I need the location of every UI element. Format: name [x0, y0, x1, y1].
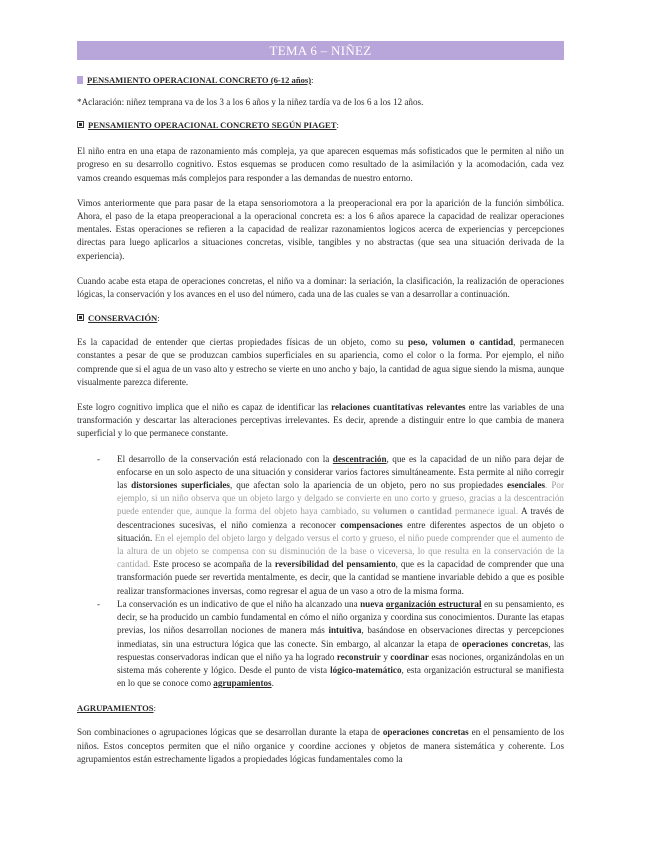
paragraph-dominar: Cuando acabe esta etapa de operaciones concretas, el niño va a dominar: la seriación, la clasificación, la realización de operaciones lógicas, la conservación y los avances en el uso del número, cada una de las cuales se van a desarrollar a continuación.: [77, 275, 564, 300]
list-dash: -: [97, 453, 101, 464]
paragraph-intro: El niño entra en una etapa de razonamiento más compleja, ya que aparecen esquemas más sofisticados que le permiten al niño un progreso en su desarrollo cognitivo. Estos esquemas se producen como resultado de la asimilación y la acomodación, cada vez vamos creando esquemas más complejos para responder a las demandas de nuestro entorno.: [77, 146, 564, 183]
list-dash: -: [97, 598, 101, 609]
page-title: TEMA 6 – NIÑEZ: [77, 41, 564, 60]
list-item-organizacion-estructural: - La conservación es un indicativo de que el niño ha alcanzado una nueva organización estructural en su pensamiento, es decir, se ha producido un cambio fundamental en cómo el niño organiza y coordina sus conocimientos. Durante las etapas previas, los niños desarrollan nociones de manera más intuitiva, basándose en observaciones directas y percepciones inmediatas, sin una estructura lógica que las conecte. Sin embargo, al alcanzar la etapa de operaciones concretas, las respuestas conservadoras indican que el niño ya ha logrado reconstruir y coordinar esas nociones, organizándolas en un sistema más coherente y lógico. Desde el punto de vista lógico-matemático, esta organización estructural se manifiesta en lo que se conoce como agrupamientos.: [97, 598, 565, 689]
paragraph-conservacion-def: Es la capacidad de entender que ciertas propiedades físicas de un objeto, como su peso, volumen o cantidad, permanecen constantes a pesar de que se produzcan cambios superficiales en su apariencia, como el color o la forma. Por ejemplo, el niño comprende que si el agua de un vaso alto y estrecho se vierte en uno ancho y bajo, la cantidad de agua sigue siendo la misma, aunque visualmente parezca diferente.: [77, 337, 565, 387]
paragraph-sensoriomotora: Vimos anteriormente que para pasar de la etapa sensoriomotora a la preoperacional era por la aparición de la función simbólica. Ahora, el paso de la etapa preoperacional a la operacional concreta es: a los 6 años aparece la capacidad de realizar operaciones mentales. Estas operaciones se refieren a la capacidad de realizar razonamientos logicos acerca de experiencias y percepciones directas para luego aplicarlos a situaciones concretas, visible, tangibles y no abstractas (que sea una situación derivada de la experiencia).: [77, 197, 564, 261]
paragraph-logro-cognitivo: Este logro cognitivo implica que el niño es capaz de identificar las relaciones cuantitativas relevantes entre las variables de una transformación y descartar las alteraciones perceptivas irrelevantes. Es decir, aprende a distinguir entre lo que cambia de manera superficial y lo que permanece constante.: [77, 402, 564, 439]
paragraph-agrupamientos: Son combinaciones o agrupaciones lógicas que se desarrollan durante la etapa de operaciones concretas en el pensamiento de los niños. Estos conceptos permiten que el niño organice y coordine acciones y objetos de manera sistemática y coherente. Los agrupamientos están estrechamente ligados a propiedades lógicas fundamentales como la: [77, 727, 564, 764]
checkbox-bullet-icon: [77, 314, 84, 321]
checkbox-bullet-icon: [77, 121, 84, 128]
section-heading-agrupamientos: AGRUPAMIENTOS:: [77, 703, 156, 714]
heading-marker-square: [77, 76, 83, 84]
document-body: [77, 74, 564, 766]
section-heading-piaget: PENSAMIENTO OPERACIONAL CONCRETO SEGÚN PIAGET:: [77, 119, 564, 131]
list-item-descentracion: - El desarrollo de la conservación está relacionado con la descentración, que es la capacidad de un niño para dejar de enfocarse en un solo aspecto de una situación y considerar varios factores simultáneamente. Esta permite al niño corregir las distorsiones superficiales, que afectan solo la apariencia de un objeto, pero no sus propiedades esenciales. Por ejemplo, si un niño observa que un objeto largo y delgado se convierte en uno corto y grueso, gracias a la descentración puede entender que, aunque la forma del objeto haya cambiado, su volumen o cantidad permanece igual. A través de descentraciones sucesivas, el niño comienza a reconocer compensaciones entre diferentes aspectos de un objeto o situación. En el ejemplo del objeto largo y delgado versus el corto y grueso, el niño puede comprender que el aumento de la altura de un objeto se compensa con su disminución de la base o viceversa, lo que resulta en la conservación de la cantidad. Este proceso se acompaña de la reversibilidad del pensamiento, que es la capacidad de comprender que una transformación puede ser revertida mentalmente, es decir, que la cantidad se mantiene invariable debido a que es posible realizar transformaciones inversas, como regresar el agua de un vaso a otro de la misma forma.: [97, 453, 565, 596]
section-heading-pensamiento-operacional: PENSAMIENTO OPERACIONAL CONCRETO (6-12 años):: [77, 74, 564, 86]
section-heading-conservacion: CONSERVACIÓN:: [77, 312, 564, 324]
aclaracion-note: *Aclaración: niñez temprana va de los 3 a los 6 años y la niñez tardía va de los 6 a los 12 años.: [77, 97, 424, 107]
